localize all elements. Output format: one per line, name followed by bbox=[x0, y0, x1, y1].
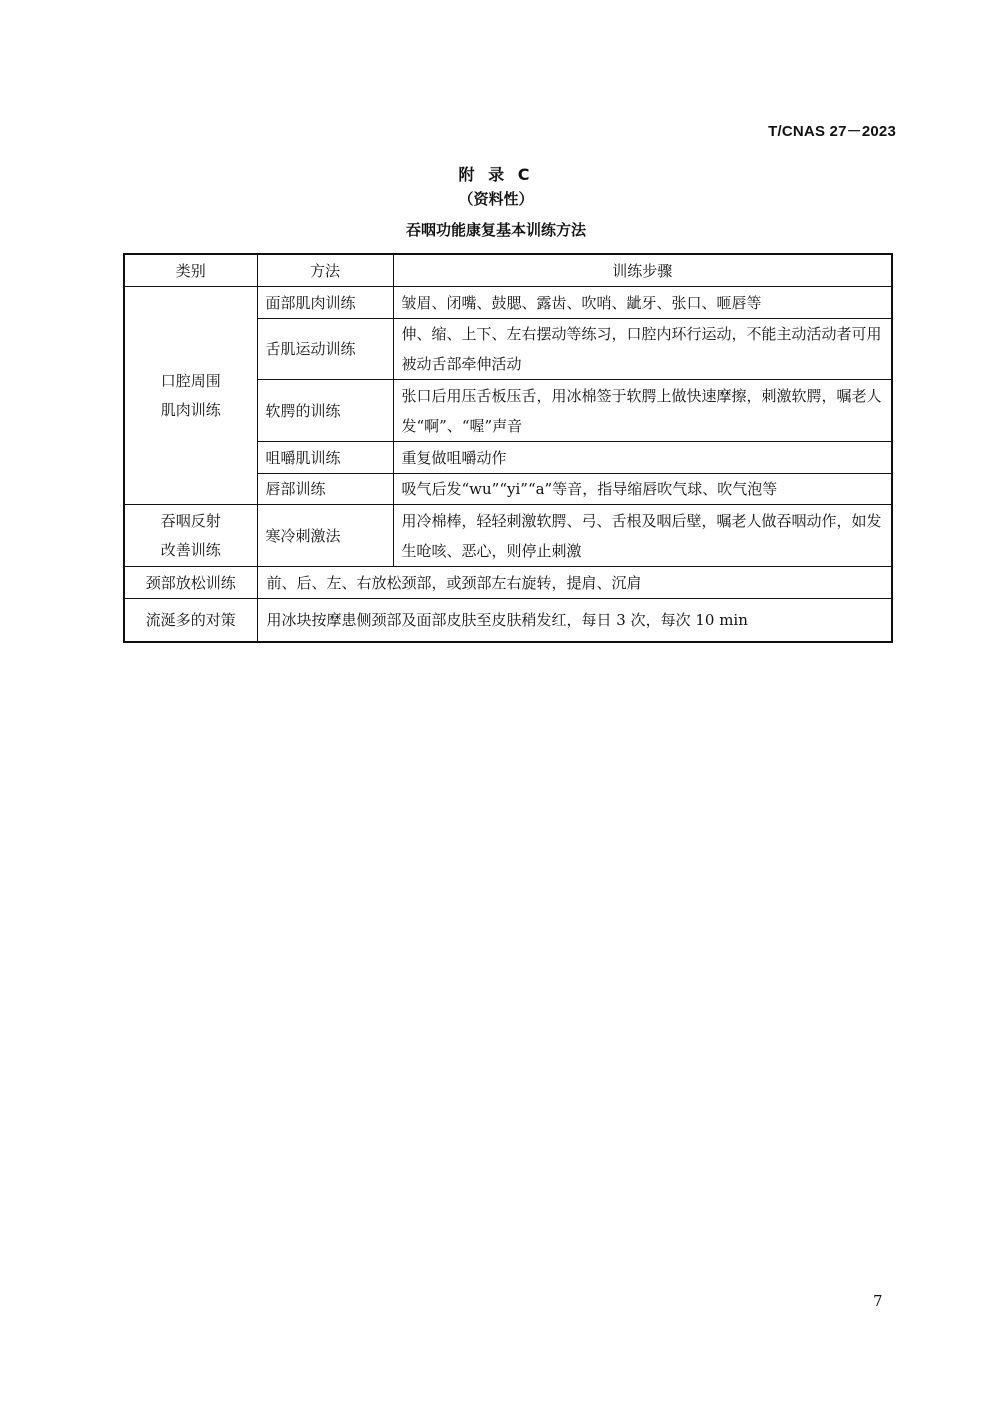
method-cell: 舌肌运动训练 bbox=[257, 319, 393, 380]
table-row bbox=[124, 505, 892, 567]
method-cell: 咀嚼肌训练 bbox=[257, 442, 393, 474]
table-header bbox=[124, 254, 892, 287]
method-cell: 唇部训练 bbox=[257, 474, 393, 505]
steps-cell: 伸、缩、上下、左右摆动等练习，口腔内环行运动，不能主动活动者可用被动舌部牵伸活动 bbox=[393, 319, 892, 380]
category-neck-relax: 颈部放松训练 bbox=[124, 567, 257, 599]
table-row bbox=[124, 567, 892, 599]
category-label: 吞咽反射 改善训练 bbox=[160, 511, 221, 559]
category-oral-muscle bbox=[124, 287, 257, 505]
header-steps: 训练步骤 bbox=[393, 254, 892, 287]
appendix-note: （资料性） bbox=[458, 190, 534, 208]
category-drooling: 流涎多的对策 bbox=[124, 599, 257, 643]
header-method: 方法 bbox=[257, 254, 393, 287]
appendix-title: 附 录 C bbox=[458, 165, 534, 184]
page-number: 7 bbox=[873, 1292, 883, 1310]
steps-cell: 吸气后发“wu”“yi”“a”等音，指导缩唇吹气球、吹气泡等 bbox=[393, 474, 892, 505]
steps-cell: 皱眉、闭嘴、鼓腮、露齿、吹哨、龇牙、张口、咂唇等 bbox=[393, 287, 892, 319]
method-cell: 寒冷刺激法 bbox=[257, 505, 393, 567]
steps-cell: 用冰块按摩患侧颈部及面部皮肤至皮肤稍发红，每日 3 次，每次 10 min bbox=[257, 599, 892, 643]
table-row bbox=[124, 599, 892, 643]
method-cell: 软腭的训练 bbox=[257, 380, 393, 442]
training-methods-table bbox=[123, 253, 893, 643]
table-title: 吞咽功能康复基本训练方法 bbox=[405, 221, 586, 239]
category-label: 口腔周围 肌肉训练 bbox=[160, 371, 221, 419]
category-swallow-reflex bbox=[124, 505, 257, 567]
steps-cell: 用冷棉棒，轻轻刺激软腭、弓、舌根及咽后壁，嘱老人做吞咽动作，如发生呛咳、恶心，则停止刺激 bbox=[393, 505, 892, 567]
method-cell: 面部肌肉训练 bbox=[257, 287, 393, 319]
document-id: T/CNAS 27－2023 bbox=[768, 123, 896, 140]
steps-cell: 张口后用压舌板压舌，用冰棉签于软腭上做快速摩擦，刺激软腭，嘱老人发“啊”、“喔”声音 bbox=[393, 380, 892, 442]
header-category: 类别 bbox=[124, 254, 257, 287]
steps-cell: 前、后、左、右放松颈部，或颈部左右旋转，提肩、沉肩 bbox=[257, 567, 892, 599]
steps-cell: 重复做咀嚼动作 bbox=[393, 442, 892, 474]
table-row bbox=[124, 287, 892, 319]
